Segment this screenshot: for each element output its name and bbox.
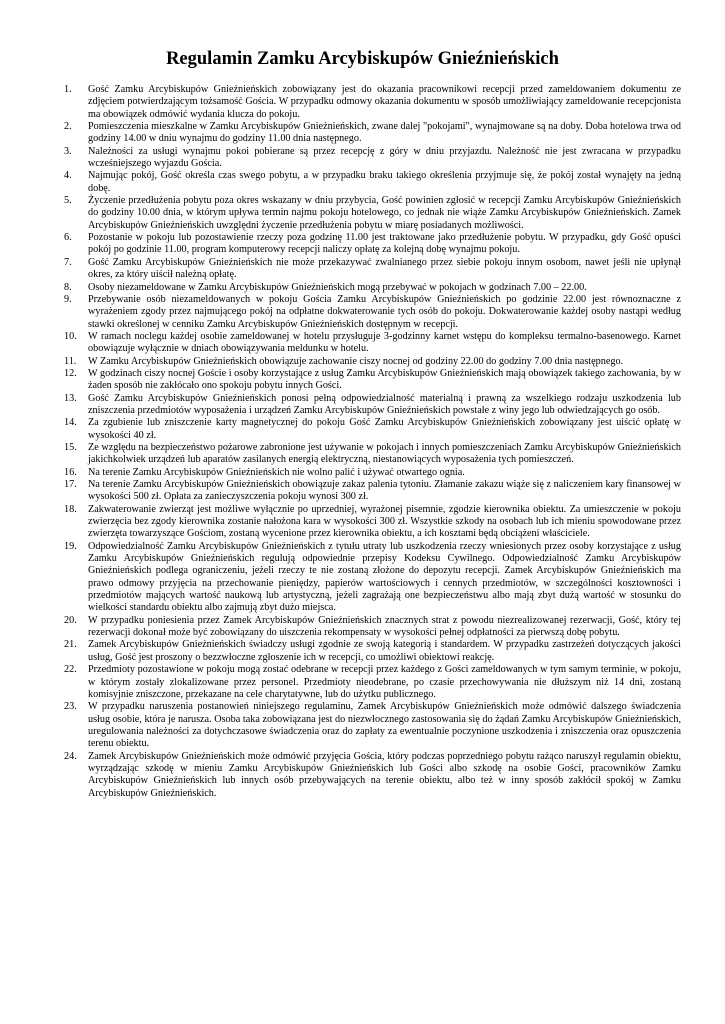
rule-number: 15. <box>64 441 77 453</box>
rule-text: Zakwaterowanie zwierząt jest możliwe wyłącznie po uprzedniej, wyrażonej pisemnie, zgodzie kierownika obiektu. Za umieszczenie w pokoju zwierzęcia bez zgody kierownika zostanie nałożona kara w wysokości 300 zł. Wszystkie szkody na osobach lub ich mieniu spowodowane przez zwierzęta towarzyszące Gościom, zostaną wycenione przez kierownika obiektu, a ich kosztami będą obciążeni właściciele. <box>88 503 681 540</box>
rule-item <box>64 368 681 393</box>
rule-text: W przypadku poniesienia przez Zamek Arcybiskupów Gnieźnieńskich znacznych strat z powodu niezrealizowanej rezerwacji, Gość, który tej rezerwacji dokonał może być zobowiązany do uiszczenia rekompensaty w wysokości pełnej odpłatności za pierwszą dobę pobytu. <box>88 614 681 639</box>
rule-text: Gość Zamku Arcybiskupów Gnieźnieńskich nie może przekazywać zwalnianego przez siebie pokoju innym osobom, nawet jeśli nie upłynął okres, za który uiścił należną opłatę. <box>88 256 681 281</box>
rule-item <box>64 294 681 331</box>
rule-number: 18. <box>64 503 77 515</box>
rule-item <box>64 170 681 195</box>
rule-item <box>64 639 681 664</box>
rule-text: Zamek Arcybiskupów Gnieźnieńskich świadczy usługi zgodnie ze swoją kategorią i standardem. W przypadku zastrzeżeń dotyczących jakości usług, Gość jest proszony o bezzwłoczne zgłoszenie ich w recepcji, co umożliwi obiektowi reakcję. <box>88 639 681 663</box>
rule-number: 2. <box>64 121 72 133</box>
rule-number: 16. <box>64 466 77 478</box>
rule-text: Należności za usługi wynajmu pokoi pobierane są przez recepcję z góry w dniu przyjazdu. Należność nie jest zwracana w przypadku wcześniejszego wyjazdu Gościa. <box>88 145 681 170</box>
rule-number: 7. <box>64 256 72 268</box>
rule-text: Gość Zamku Arcybiskupów Gnieźnieńskich ponosi pełną odpowiedzialność materialną i prawną za wszelkiego rodzaju uszkodzenia lub zniszczenia przedmiotów wyposażenia i urządzeń Zamku Arcybiskupów Gnieźnieńskich powstałe z winy jego lub odwiedzających go osób. <box>88 392 681 416</box>
rule-number: 23. <box>64 701 77 713</box>
rule-number: 17. <box>64 479 77 490</box>
rule-text: W ramach noclegu każdej osobie zameldowanej w hotelu przysługuje 3-godzinny karnet wstępu do kompleksu termalno-basenowego. Karnet obowiązuje wyłącznie w dniach obowiązywania meldunku w hotelu. <box>88 330 681 355</box>
rule-text: Na terenie Zamku Arcybiskupów Gnieźnieńskich obowiązuje zakaz palenia tytoniu. Złamanie zakazu wiąże się z naliczeniem kary finansowej w wysokości 500 zł. Opłata za zanieczyszczenia pokoju wynosi 300 zł. <box>88 479 681 503</box>
rule-item <box>64 84 681 121</box>
rule-number: 10. <box>64 330 77 342</box>
rule-number: 11. <box>64 355 77 367</box>
rule-item <box>64 504 681 541</box>
rule-text: Za zgubienie lub zniszczenie karty magnetycznej do pokoju Gość Zamku Arcybiskupów Gnieźnieńskich zobowiązany jest uiścić opłatę w wysokości 40 zł. <box>88 417 681 441</box>
rule-text: Przedmioty pozostawione w pokoju mogą zostać odebrane w recepcji przez każdego z Gości zameldowanych w tym samym terminie, w pokoju, w którym zostały zlokalizowane przez personel. Przedmioty nieodebrane, po czasie przechowywania nie dłuższym niż 14 dni, zostaną komisyjnie zniszczone, przekazane na cele charytatywne, lub do użytku publicznego. <box>88 664 681 700</box>
rule-text: Gość Zamku Arcybiskupów Gnieźnieńskich zobowiązany jest do okazania pracownikowi recepcji przed zameldowaniem dokumentu ze zdjęciem potwierdzającym tożsamość Gościa. W przypadku odmowy okazania dokumentu w sposób umożliwiający zameldowanie recepcjonista ma obowiązek odmówić wydania klucza do pokoju. <box>88 84 681 120</box>
rule-number: 21. <box>64 639 77 651</box>
rule-item <box>64 146 681 171</box>
rule-text: W godzinach ciszy nocnej Goście i osoby korzystające z usług Zamku Arcybiskupów Gnieźnieńskich mają obowiązek takiego zachowania, by w żaden sposób nie zakłócało ono spokoju pobytu innych Gości. <box>88 367 681 392</box>
rule-number: 12. <box>64 367 77 379</box>
rule-item <box>64 417 681 442</box>
rule-text: Ze względu na bezpieczeństwo pożarowe zabronione jest używanie w pokojach i innych pomieszczeniach Zamku Arcybiskupów Gnieźnieńskich jakichkolwiek urządzeń lub aparatów zasilanych energią elektryczną, niestanowiących wyposażenia tych pomieszczeń. <box>88 441 681 466</box>
rule-number: 8. <box>64 281 72 293</box>
rule-text: Na terenie Zamku Arcybiskupów Gnieźnieńskich nie wolno palić i używać otwartego ognia. <box>88 466 465 478</box>
rule-item <box>64 442 681 467</box>
rule-item <box>64 467 681 479</box>
rule-number: 13. <box>64 392 77 404</box>
rule-item <box>64 331 681 356</box>
rule-text: Zamek Arcybiskupów Gnieźnieńskich może odmówić przyjęcia Gościa, który podczas poprzedniego pobytu rażąco naruszył regulamin obiektu, wyrządzając szkodę w mieniu Zamku Arcybiskupów Gnieźnieńskich lub Gości albo szkodę na osobie Gości, pracowników Zamku Arcybiskupów Gnieźnieńskich lub innych osób przebywających na terenie obiektu, albo też w inny sposób zakłócił spokój w Zamku Arcybiskupów Gnieźnieńskich. <box>88 750 681 799</box>
rule-item <box>64 751 681 800</box>
rule-item <box>64 356 681 368</box>
rule-text: Pozostanie w pokoju lub pozostawienie rzeczy poza godzinę 11.00 jest traktowane jako przedłużenie pobytu. W przypadku, gdy Gość opuści pokój po godzinie 11.00, program komputerowy recepcji naliczy opłatę za kolejną dobę wynajmu pokoju. <box>88 232 681 256</box>
rule-text: Pomieszczenia mieszkalne w Zamku Arcybiskupów Gnieźnieńskich, zwane dalej "pokojami", wynajmowane są na doby. Doba hotelowa trwa od godziny 14.00 w dniu wynajmu do godziny 11.00 dnia następnego. <box>88 121 681 145</box>
rule-text: W Zamku Arcybiskupów Gnieźnieńskich obowiązuje zachowanie ciszy nocnej od godziny 22.00 do godziny 7.00 dnia następnego. <box>88 355 624 367</box>
rule-item <box>64 615 681 640</box>
rule-item <box>64 701 681 750</box>
rule-number: 19. <box>64 540 77 552</box>
rule-item <box>64 257 681 282</box>
rule-item <box>64 393 681 418</box>
rule-text: Osoby niezameldowane w Zamku Arcybiskupów Gnieźnieńskich mogą przebywać w pokojach w godzinach 7.00 – 22.00. <box>88 281 587 293</box>
rule-item <box>64 195 681 232</box>
rule-number: 1. <box>64 84 72 95</box>
rule-number: 9. <box>64 293 72 305</box>
rule-text: Najmując pokój, Gość określa czas swego pobytu, a w przypadku braku takiego określenia przyjmuje się, że pokój został wynajęty na jedną dobę. <box>88 170 681 194</box>
rule-number: 20. <box>64 614 77 626</box>
rule-number: 22. <box>64 664 77 676</box>
rule-item <box>64 232 681 257</box>
rule-text: Przebywanie osób niezameldowanych w pokoju Gościa Zamku Arcybiskupów Gnieźnieńskich po godzinie 22.00 jest równoznaczne z wyrażeniem zgody przez najmującego pokój na odpłatne dokwaterowanie tych osób do pokoju. Dokwaterowanie każdej osoby nastąpi według stawki określonej w cenniku Zamku Arcybiskupów Gnieźnieńskich dostępnym w recepcji. <box>88 293 681 330</box>
rule-text: Życzenie przedłużenia pobytu poza okres wskazany w dniu przybycia, Gość powinien zgłosić w recepcji Zamku Arcybiskupów Gnieźnieńskich do godziny 10.00 dnia, w którym upływa termin najmu pokoju hotelowego, co jednak nie wiąże Zamku Arcybiskupów Gnieźnieńskich. Zamek Arcybiskupów Gnieźnieńskich uwzględni życzenie przedłużenia pobytu w miarę posiadanych możliwości. <box>88 195 681 231</box>
rule-number: 6. <box>64 232 72 244</box>
rule-number: 3. <box>64 145 72 157</box>
rule-text: W przypadku naruszenia postanowień niniejszego regulaminu, Zamek Arcybiskupów Gnieźnieńskich może odmówić dalszego świadczenia usług osobie, która je narusza. Osoba taka zobowiązana jest do niezwłocznego zastosowania się do żądań Zamku Arcybiskupów Gnieźnieńskich, uregulowania należności za dotychczasowe świadczenia oraz do zapłaty za ewentualnie poczynione uszkodzenia i zniszczenia oraz opuszczenia terenu obiektu. <box>88 701 681 750</box>
rule-number: 24. <box>64 750 77 762</box>
rule-text: Odpowiedzialność Zamku Arcybiskupów Gnieźnieńskich z tytułu utraty lub uszkodzenia rzeczy wniesionych przez osoby korzystające z usług Zamku Arcybiskupów Gnieźnieńskich regulują odpowiednie przepisy Kodeksu Cywilnego. Odpowiedzialność Zamku Arcybiskupów Gnieźnieńskich podlega ograniczeniu, jeżeli rzeczy te nie zostaną złożone do depozytu recepcji. Zamek Arcybiskupów Gnieźnieńskich ma prawo odmowy przyjęcia na przechowanie pieniędzy, papierów wartościowych i cennych przedmiotów, w szczególności kosztowności i przedmiotów mających wartość naukową lub artystyczną, jeżeli zagrażają one bezpieczeństwu albo mają zbyt dużą wartość w stosunku do wielkości standardu obiektu albo zajmują zbyt dużo miejsca. <box>88 540 681 614</box>
rule-item <box>64 282 681 294</box>
rule-number: 14. <box>64 417 77 429</box>
rule-item <box>64 121 681 146</box>
rule-number: 5. <box>64 195 72 207</box>
rules-list <box>64 84 681 800</box>
rule-item <box>64 479 681 504</box>
rule-item <box>64 541 681 615</box>
rule-item <box>64 664 681 701</box>
rule-number: 4. <box>64 170 72 182</box>
document-title: Regulamin Zamku Arcybiskupów Gnieźnieńskich <box>166 49 559 69</box>
